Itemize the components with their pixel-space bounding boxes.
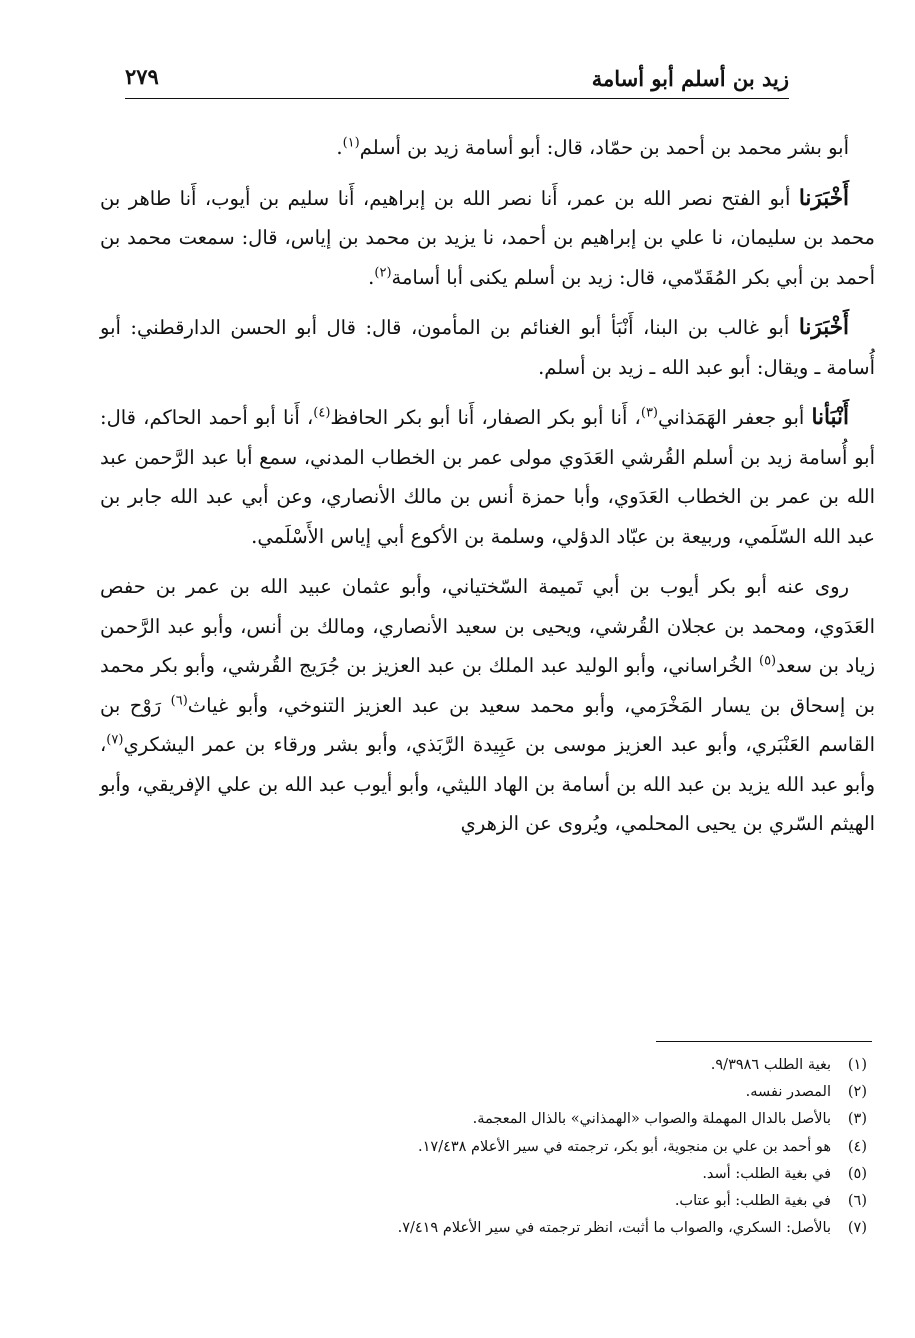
- paragraph-lead-word: أَنْبَأنا: [811, 405, 849, 430]
- footnote-number: (١): [847, 1057, 867, 1073]
- text-run: ، أَنا أبو أحمد الحاكم، قال: أبو أُسامة زيد بن أسلم القُرشي العَدَوي مولى عمر بن الخطاب المدني، سمع أبا عبد الرَّحمن عبد الله بن عمر بن الخطاب العَدَوي، وأبا حمزة أنس بن مالك الأنصاري، وعن أبي عبد الله جابر بن عبد الله السّلَمي، وربيعة بن عبّاد الدؤلي، وسلمة بن الأكوع أبي إياس الأَسْلَمي.: [100, 406, 875, 548]
- footnote-number: (٧): [847, 1220, 867, 1237]
- footnote-number: (٣): [847, 1111, 867, 1128]
- text-run: أبو غالب بن البنا، أَنْبَأ أبو الغنائم بن المأمون، قال: قال أبو الحسن الدارقطني: أبو أُسامة ـ ويقال: أبو عبد الله ـ زيد بن أسلم.: [100, 316, 875, 379]
- body-paragraph: [100, 567, 875, 844]
- footnote: [127, 1106, 867, 1133]
- footnote: [127, 1079, 867, 1106]
- footnote-number: (٥): [847, 1165, 867, 1182]
- page-number: ٢٧٩: [125, 64, 159, 89]
- footnote-marker: (٧): [106, 732, 124, 748]
- body-paragraph: [100, 128, 875, 168]
- text-run: .: [336, 136, 343, 159]
- text-run: رَوْح بن القاسم العَنْبَري، وأبو عبد العزيز موسى بن عَبِيدة الرَّبَذي، وأبو بشر ورقاء بن عمر اليشكري: [100, 693, 875, 756]
- paragraph-lead-word: أَخْبَرَنا: [798, 185, 849, 211]
- footnote: [127, 1134, 867, 1161]
- text-run: روى عنه أبو بكر أيوب بن أبي تَميمة السّختياني، وأبو عثمان عبيد الله بن عمر بن حفص العَدَوي، ومحمد بن عجلان القُرشي، ويحيى بن سعيد الأنصاري، ومالك بن أنس، وأبو عبد الرَّحمن زياد بن سعد: [100, 575, 875, 677]
- text-run: الخُراساني، وأبو الوليد عبد الملك بن عبد العزيز بن جُرَيج القُرشي، وأبو بكر محمد بن إسحاق بن يسار المَخْرَمي، وأبو محمد سعيد بن عبد العزيز التنوخي، وأبو غياث: [100, 654, 875, 717]
- text-run: ، أَنا أبو بكر الصفار، أَنا أبو بكر الحافظ: [330, 406, 641, 429]
- body-paragraph: [100, 179, 875, 298]
- footnote-text: في بغية الطلب: أبو عتاب.: [674, 1193, 831, 1210]
- footnote-marker: (٣): [640, 405, 658, 421]
- footnote-text: في بغية الطلب: أسد.: [702, 1165, 831, 1182]
- paragraph-lead-word: أَخْبَرَنا: [798, 315, 849, 340]
- footnote: [127, 1161, 867, 1188]
- footnote-marker: (٤): [313, 405, 331, 421]
- footnote-text: بالأصل: السكري، والصواب ما أثبت، انظر ترجمته في سير الأعلام ٧/٤١٩.: [397, 1220, 831, 1237]
- text-run: ، وأبو عبد الله يزيد بن عبد الله بن أسامة بن الهاد الليثي، وأبو أيوب عبد الله بن علي الإفريقي، وأبو الهيثم السّري بن يحيى المحلمي، ويُروى عن الزهري: [100, 733, 875, 835]
- running-title: زيد بن أسلم أبو أسامة: [591, 66, 789, 91]
- footnote-divider: [656, 1041, 872, 1042]
- footnote: [127, 1215, 867, 1242]
- footnote-text: هو أحمد بن علي بن منجوية، أبو بكر، ترجمته في سير الأعلام ١٧/٤٣٨.: [418, 1138, 831, 1155]
- body-paragraph: [100, 398, 875, 556]
- footnote: [127, 1188, 867, 1215]
- footnote: [127, 1052, 867, 1079]
- text-run: أبو الفتح نصر الله بن عمر، أَنا نصر الله بن إبراهيم، أَنا سليم بن أيوب، أَنا طاهر بن محمد بن سليمان، نا علي بن إبراهيم بن أحمد، نا يزيد بن محمد بن إياس، قال: سمعت محمد بن أحمد بن أبي بكر المُقَدّمي، قال: زيد بن أسلم يكنى أبا أسامة: [100, 186, 875, 289]
- footnote-number: (٦): [847, 1193, 867, 1210]
- footnote-text: بغية الطلب ٩/٣٩٨٦.: [710, 1057, 831, 1073]
- footnote-number: (٢): [847, 1084, 867, 1101]
- footnotes: [127, 1052, 867, 1242]
- footnote-marker: (٢): [374, 265, 392, 280]
- footnote-text: بالأصل بالدال المهملة والصواب «الهمذاني» بالذال المعجمة.: [472, 1111, 831, 1128]
- text-run: أبو بشر محمد بن أحمد بن حمّاد، قال: أبو أسامة زيد بن أسلم: [359, 136, 849, 159]
- footnote-marker: (١): [342, 135, 360, 151]
- body-paragraph: [100, 308, 875, 387]
- footnote-text: المصدر نفسه.: [745, 1084, 831, 1101]
- footnote-marker: (٦): [170, 693, 188, 708]
- body-text: [100, 128, 875, 855]
- footnote-number: (٤): [847, 1138, 867, 1155]
- footnote-marker: (٥): [758, 653, 777, 669]
- text-run: أبو جعفر الهَمَذاني: [658, 406, 812, 429]
- running-header: [125, 58, 789, 99]
- text-run: .: [368, 265, 375, 289]
